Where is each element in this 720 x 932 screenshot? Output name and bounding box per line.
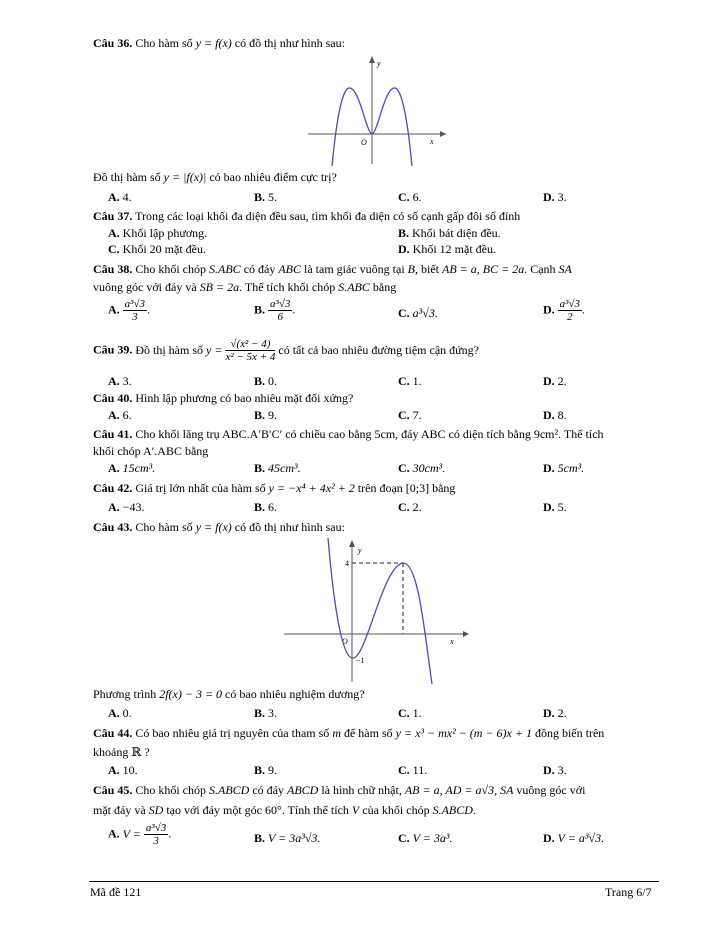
q41-option-d[interactable]: D. 5cm³.: [543, 461, 585, 475]
q43-x-label: x: [450, 637, 454, 646]
q36-origin-label: O: [361, 138, 367, 147]
q43-follow: Phương trình 2f(x) − 3 = 0 có bao nhiêu nghiệm dương?: [93, 687, 365, 701]
q45-option-b[interactable]: B. V = 3a³√3.: [254, 831, 321, 845]
q44-line1: Câu 44. Có bao nhiêu giá trị nguyên của tham số m để hàm số y = x³ − mx² − (m − 6)x + 1 đồng biến trên: [93, 726, 605, 740]
q43-tick-minus1: −1: [356, 656, 365, 665]
q45-line2: mặt đáy và SD tạo với đáy một góc 60°. Tính thể tích V của khối chóp S.ABCD.: [93, 803, 476, 817]
q36-graph: [300, 54, 450, 166]
q40-option-d[interactable]: D. 8.: [543, 408, 567, 422]
q45-option-d[interactable]: D. V = a³√3.: [543, 831, 605, 845]
q42-option-d[interactable]: D. 5.: [543, 500, 567, 514]
q43-stem: Câu 43. Cho hàm số y = f(x) có đồ thị như hình sau:: [93, 520, 345, 534]
q41-line2: khối chóp A′.ABC bằng: [93, 444, 209, 458]
q44-option-a[interactable]: A. 10.: [108, 763, 138, 777]
q43-graph: [282, 538, 472, 684]
q44-line2: khoảng ℝ ?: [93, 745, 150, 759]
q40-label: Câu 40.: [93, 391, 133, 405]
q40-option-a[interactable]: A. 6.: [108, 408, 132, 422]
q37-option-a[interactable]: A. Khối lập phương.: [108, 226, 208, 240]
q43-option-d[interactable]: D. 2.: [543, 706, 567, 720]
q43-y-label: y: [358, 546, 362, 555]
footer-exam-code: Mã đề 121: [90, 885, 142, 899]
footer-divider: [89, 881, 659, 882]
q42-option-a[interactable]: A. −43.: [108, 500, 145, 514]
q41-option-a[interactable]: A. 15cm³.: [108, 461, 156, 475]
q45-line1: Câu 45. Cho khối chóp S.ABCD có đáy ABCD là hình chữ nhật, AB = a, AD = a√3, SA vuông góc với: [93, 783, 586, 797]
q36-x-label: x: [430, 137, 434, 146]
q42-option-b[interactable]: B. 6.: [254, 500, 278, 514]
q39-option-b[interactable]: B. 0.: [254, 374, 278, 388]
q36-option-d[interactable]: D. 3.: [543, 190, 567, 204]
q45-label: Câu 45.: [93, 783, 133, 797]
q36-stem-text: Cho hàm số: [135, 36, 193, 50]
q39-option-c[interactable]: C. 1.: [398, 374, 422, 388]
q43-label: Câu 43.: [93, 520, 133, 534]
q41-option-b[interactable]: B. 45cm³.: [254, 461, 301, 475]
q40-stem: Câu 40. Hình lập phương có bao nhiêu mặt đối xứng?: [93, 391, 354, 405]
q37-option-d[interactable]: D. Khối 12 mặt đều.: [398, 242, 496, 256]
q38-option-c[interactable]: C. a³√3.: [398, 306, 438, 320]
q36-stem: [93, 36, 345, 51]
q44-option-c[interactable]: C. 11.: [398, 763, 428, 777]
q36-follow-text-2: có bao nhiêu điểm cực trị?: [209, 170, 337, 184]
q45-option-c[interactable]: C. V = 3a³.: [398, 831, 453, 845]
q36-func: y = f(x): [195, 36, 232, 50]
q43-tick-4: 4: [345, 559, 349, 568]
q39-fraction: $\frac{\text{√(x² − 4)}}{\text{x² − 5x + 4}}$: [225, 338, 276, 363]
q43-option-b[interactable]: B. 3.: [254, 706, 278, 720]
q44-label: Câu 44.: [93, 726, 133, 740]
q42-option-c[interactable]: C. 2.: [398, 500, 422, 514]
q44-option-b[interactable]: B. 9.: [254, 763, 278, 777]
q38-line1: Câu 38. Cho khối chóp S.ABC có đáy ABC là tam giác vuông tại B, biết AB = a, BC = 2a. Cạnh SA: [93, 262, 572, 276]
q43-option-a[interactable]: A. 0.: [108, 706, 132, 720]
q39-option-a[interactable]: A. 3.: [108, 374, 132, 388]
q38-label: Câu 38.: [93, 262, 133, 276]
q40-option-b[interactable]: B. 9.: [254, 408, 278, 422]
q38-option-a[interactable]: A. $\frac{\text{a³√3}}{3}$ .: [108, 298, 151, 323]
q38-line2: vuông góc với đáy và SB = 2a. Thể tích khối chóp S.ABC bằng: [93, 280, 397, 294]
q37-label: Câu 37.: [93, 209, 133, 223]
q36-option-b[interactable]: B. 5.: [254, 190, 278, 204]
q41-line1: Câu 41. Cho khối lăng trụ ABC.A′B′C′ có chiều cao bằng 5cm, đáy ABC có diện tích bằng 9cm². Thể tích: [93, 427, 604, 441]
q36-option-a[interactable]: A. 4.: [108, 190, 132, 204]
q36-follow-func: y = |f(x)|: [163, 170, 207, 184]
q43-option-c[interactable]: C. 1.: [398, 706, 422, 720]
q37-stem-text: Trong các loại khối đa diện đều sau, tìm khối đa diện có số cạnh gấp đôi số đỉnh: [135, 209, 521, 223]
q36-stem-text-2: có đồ thị như hình sau:: [234, 36, 345, 50]
q40-option-c[interactable]: C. 7.: [398, 408, 422, 422]
q41-label: Câu 41.: [93, 427, 133, 441]
q42-label: Câu 42.: [93, 481, 133, 495]
q36-label: Câu 36.: [93, 36, 133, 50]
q37-stem: [93, 209, 520, 224]
q38-option-d[interactable]: D. $\frac{\text{a³√3}}{2}$ .: [543, 298, 586, 323]
q41-option-c[interactable]: C. 30cm³.: [398, 461, 446, 475]
q44-option-d[interactable]: D. 3.: [543, 763, 567, 777]
q36-y-label: y: [377, 59, 381, 68]
q45-option-a[interactable]: A. V = $\frac{\text{a³√3}}{3}$ .: [108, 822, 172, 847]
q38-option-b[interactable]: B. $\frac{\text{a³√3}}{6}$ .: [254, 298, 296, 323]
q36-follow: [93, 170, 337, 185]
q37-option-b[interactable]: B. Khối bát diện đều.: [398, 226, 501, 240]
q43-origin-label: O: [342, 637, 348, 646]
q37-option-c[interactable]: C. Khối 20 mặt đều.: [108, 242, 206, 256]
q39-label: Câu 39.: [93, 342, 133, 357]
q42-stem: Câu 42. Giá trị lớn nhất của hàm số y = −x⁴ + 4x² + 2 trên đoạn [0;3] bằng: [93, 481, 456, 495]
q39-option-d[interactable]: D. 2.: [543, 374, 567, 388]
q39-stem: Câu 39. Đồ thị hàm số y = $\frac{\text{√(x² − 4)}}{\text{x² − 5x + 4}}$ có tất cả bao nhiêu đường tiệm cận đứng?: [93, 338, 479, 363]
footer-page-number: Trang 6/7: [605, 885, 652, 899]
q36-option-c[interactable]: C. 6.: [398, 190, 422, 204]
q36-follow-text: Đồ thị hàm số: [93, 170, 161, 184]
q43-curve: [328, 538, 432, 684]
